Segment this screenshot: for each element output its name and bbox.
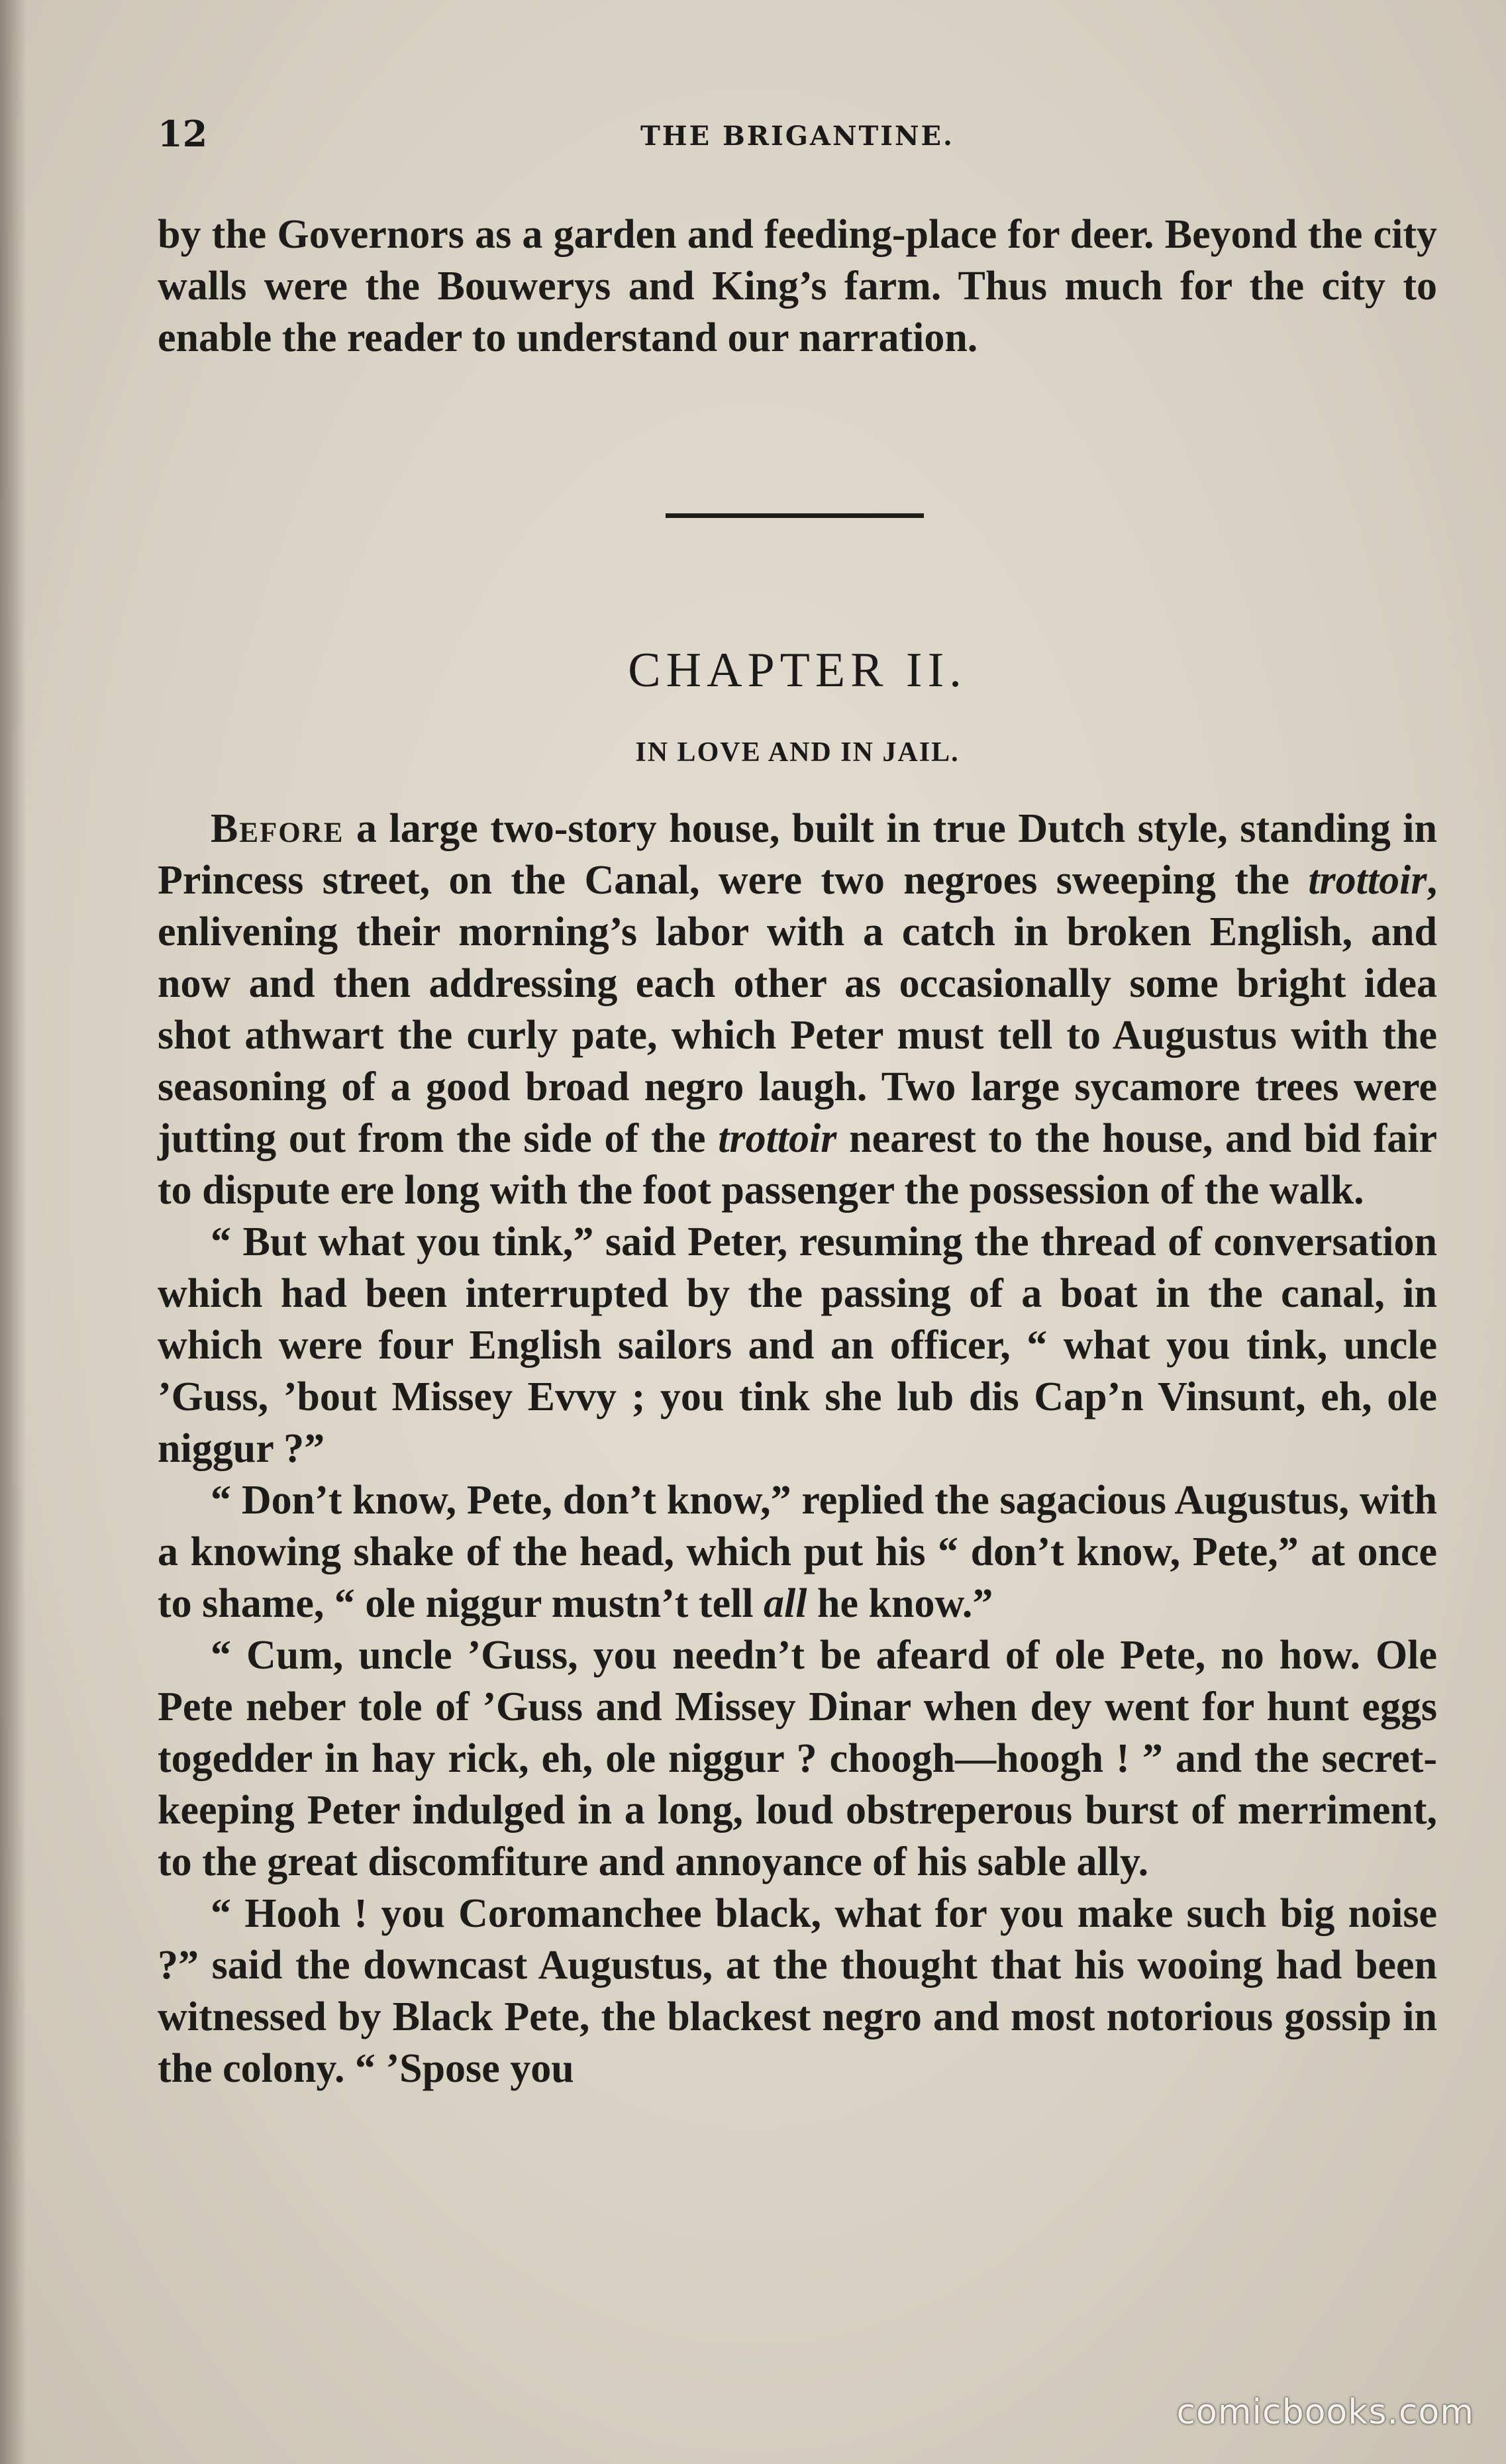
paragraph-4: “ Cum, uncle ’Guss, you needn’t be afeard of ole Pete, no how. Ole Pete neber tole of ’Guss and Missey Dinar when dey went for hunt eggs togedder in hay rick, eh, ole niggur ? choogh—hoogh ! ” and the secret-keeping Peter indulged in a long, loud obstreperous burst of merriment, to the great discomfiture and annoyance of his sable ally. [158,1633,1437,1884]
paragraph-1-italic-1: trottoir [1308,858,1427,903]
book-title: THE BRIGANTINE. [640,121,954,152]
paragraph-1-italic-2: trottoir [718,1116,837,1161]
watermark: comicbooks.com [1176,2392,1474,2432]
paragraph-2: “ But what you tink,” said Peter, resuming the thread of conversation which had been interrupted by the passing of a boat in the canal, in which were four English sailors and an officer, “ what you tink, uncle ’Guss, ’bout Missey Evvy ; you tink she lub dis Cap’n Vinsunt, eh, ole niggur ?” [158,1219,1437,1471]
paragraph-3-italic: all [764,1581,807,1626]
paragraph-3-text-a: “ Don’t know, Pete, don’t know,” replied the sagacious Augustus, with a knowing shake of the head, which put his “ don’t know, Pete,” at once to shame, “ ole niggur mustn’t tell [158,1478,1437,1626]
paragraph-1-text-b: , enlivening their morning’s labor with a catch in broken English, and now and then addressing each other as occasionally some bright idea shot athwart the curly pate, which Peter must tell to Augustus with the seasoning of a good broad negro laugh. Two large sycamore trees were jutting out from the side of the [158,858,1437,1161]
paragraph-3 [158,1474,1437,1629]
opening-paragraph [158,209,1437,364]
paragraph-3-text-b: he know.” [807,1581,993,1626]
opening-text: by the Governors as a garden and feeding-place for deer. Beyond the city walls were the Bouwerys and King’s farm. Thus much for the city to enable the reader to understand our narration. [158,212,1437,360]
paragraph-1-lead: Before [211,806,344,851]
chapter-subtitle: IN LOVE AND IN JAIL. [635,737,960,768]
page-edge-shadow [0,0,26,2464]
page-number: 12 [158,113,208,155]
chapter-title: CHAPTER II. [628,643,967,697]
running-head [158,113,1437,159]
chapter-body [158,803,1437,2094]
section-divider [666,513,924,518]
paragraph-1-text-a: a large two-story house, built in true Dutch style, standing in Princess street, on the Canal, were two negroes sweeping the [158,806,1437,903]
paragraph-5: “ Hooh ! you Coromanchee black, what for you make such big noise ?” said the downcast Augustus, at the thought that his wooing had been witnessed by Black Pete, the blackest negro and most notorious gossip in the colony. “ ’Spose you [158,1891,1437,2091]
paragraph-1 [158,803,1437,1216]
paragraph-1-text-c: nearest to the house, and bid fair to dispute ere long with the foot passenger the possession of the walk. [158,1116,1437,1213]
